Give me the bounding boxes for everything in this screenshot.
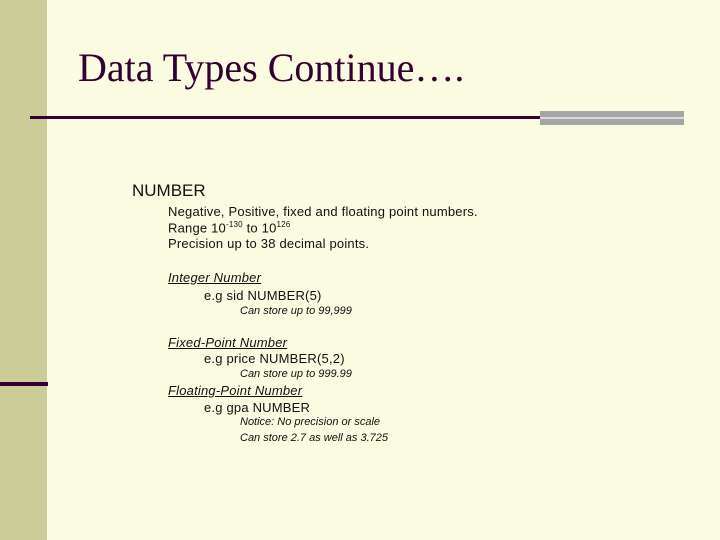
- range-exponent-max: 126: [276, 220, 291, 229]
- fixed-point-number-title: Fixed-Point Number: [168, 335, 288, 350]
- fixed-point-number-note: Can store up to 999.99: [240, 368, 352, 380]
- slide-title: Data Types Continue….: [78, 45, 465, 90]
- floating-point-number-title: Floating-Point Number: [168, 383, 303, 398]
- floating-point-number-example: e.g gpa NUMBER: [204, 400, 311, 415]
- title-underline-accent-stripe: [540, 117, 684, 119]
- fixed-point-number-example: e.g price NUMBER(5,2): [204, 351, 345, 366]
- title-underline: [30, 116, 540, 119]
- left-sidebar-bar: [0, 0, 47, 540]
- range-prefix: Range 10: [168, 220, 226, 236]
- number-description: Negative, Positive, fixed and floating point numbers.: [168, 204, 478, 219]
- integer-number-title: Integer Number: [168, 270, 262, 285]
- number-heading: NUMBER: [132, 181, 206, 200]
- integer-number-example: e.g sid NUMBER(5): [204, 288, 322, 303]
- number-range: [168, 220, 290, 235]
- floating-point-number-note: Notice: No precision or scale: [240, 416, 381, 428]
- integer-number-note: Can store up to 99,999: [240, 305, 352, 317]
- floating-point-number-note: Can store 2.7 as well as 3.725: [240, 432, 388, 444]
- number-precision: Precision up to 38 decimal points.: [168, 236, 370, 251]
- left-sidebar-accent: [0, 382, 48, 386]
- range-exponent-min: -130: [225, 220, 243, 229]
- range-mid: to 10: [242, 220, 277, 236]
